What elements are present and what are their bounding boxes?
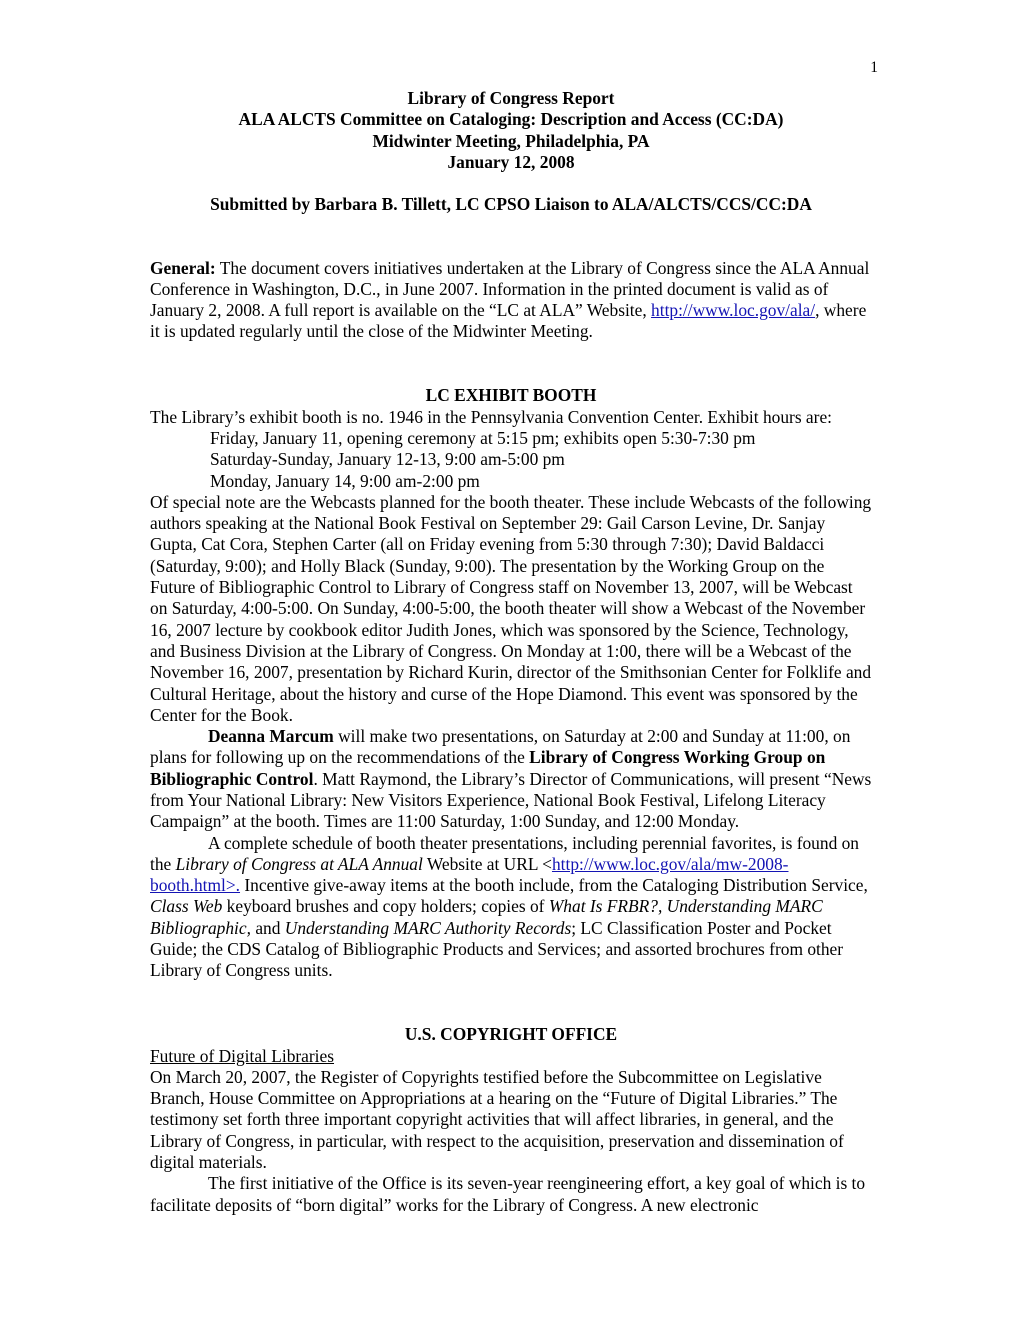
- lc-at-ala-link[interactable]: http://www.loc.gov/ala/: [651, 300, 816, 321]
- document-title-block: [150, 88, 872, 173]
- general-label: General:: [150, 257, 216, 278]
- document-content: [150, 88, 872, 1216]
- general-text-before-link: The document covers initiatives undertaken at the Library of Congress since the ALA Annual Conference in Washington, D.C., in June 2007. Information in the printed document is valid as of January 2, 2008. A full report is available on the “LC at ALA” Website,: [150, 257, 870, 321]
- marcum-text-2: . Matt Raymond, the Library’s Director of Communications, will present “News from Your National Library: New Visitors Experience, National Book Festival, Lifelong Literacy Campaign” at the booth. Times are 11:00 Saturday, 1:00 Sunday, and 12:00 Monday.: [150, 768, 872, 832]
- exhibit-booth-intro: The Library’s exhibit booth is no. 1946 in the Pennsylvania Convention Center. Exhibit hours are:: [150, 406, 832, 427]
- exhibit-hours-item: Friday, January 11, opening ceremony at 5:15 pm; exhibits open 5:30-7:30 pm: [210, 427, 756, 448]
- class-web-title: Class Web: [150, 896, 223, 917]
- schedule-text-1: A complete schedule of booth theater presentations, including perennial favorites, is found on the: [150, 832, 860, 874]
- future-of-digital-libraries-subheading: Future of Digital Libraries: [150, 1045, 335, 1066]
- future-of-digital-libraries-subheading-wrap: [150, 1046, 872, 1067]
- page-number: 1: [870, 59, 878, 76]
- lc-exhibit-booth-heading: LC EXHIBIT BOOTH: [425, 385, 597, 406]
- schedule-text-4: keyboard brushes and copy holders; copies of: [222, 896, 549, 917]
- spacer: [150, 343, 872, 386]
- spacer: [150, 215, 872, 258]
- general-paragraph: [150, 258, 872, 343]
- title-line-3: Midwinter Meeting, Philadelphia, PA: [372, 130, 650, 151]
- title-line-4: January 12, 2008: [447, 151, 575, 172]
- webcasts-paragraph: Of special note are the Webcasts planned for the booth theater. These include Webcasts of the following authors speaking at the National Book Festival on September 29: Gail Carson Levine, Dr. Sanjay Gupta, Cat Cora, Stephen Carter (all on Friday evening from 5:30 through 7:30); David Baldacci (Saturday, 9:00); and Holly Black (Sunday, 9:00). The presentation by the Working Group on the Future of Bibliographic Control to Library of Congress staff on November 13, 2007, will be Webcast on Saturday, 4:00-5:00. On Sunday, 4:00-5:00, the booth theater will show a Webcast of the November 16, 2007 lecture by cookbook editor Judith Jones, which was sponsored by the Science, Technology, and Business Division at the Library of Congress. On Monday at 1:00, there will be a Webcast of the November 16, 2007, presentation by Richard Kurin, director of the Smithsonian Center for Folklife and Cultural Heritage, about the history and curse of the Hope Diamond. This event was sponsored by the Center for the Book.: [150, 491, 872, 725]
- copyright-paragraph-2: The first initiative of the Office is its seven-year reengineering effort, a key goal of which is to facilitate deposits of “born digital” works for the Library of Congress. A new electronic: [150, 1173, 866, 1215]
- schedule-text-7: ; LC Classification Poster and Pocket Guide; the CDS Catalog of Bibliographic Products and Services; and assorted brochures from other Library of Congress units.: [150, 917, 844, 981]
- marcum-text-1: will make two presentations, on Saturday at 2:00 and Sunday at 11:00, on plans for following up on the recommendations of the: [150, 726, 851, 768]
- exhibit-hours-list: [150, 428, 872, 492]
- copyright-paragraph-1: On March 20, 2007, the Register of Copyrights testified before the Subcommittee on Legislative Branch, House Committee on Appropriations at a hearing on the “Future of Digital Libraries.” The testimony set forth three important copyright activities that will affect libraries, in general, and the Library of Congress, in particular, with respect to the acquisition, preservation and dissemination of digital materials.: [150, 1066, 844, 1173]
- spacer: [150, 982, 872, 1025]
- deanna-marcum-paragraph: [150, 726, 872, 832]
- submitted-by-line: Submitted by Barbara B. Tillett, LC CPSO Liaison to ALA/ALCTS/CCS/CC:DA: [210, 193, 812, 214]
- working-group-name: Library of Congress Working Group on Bibliographic Control: [150, 747, 826, 789]
- deanna-marcum-name: Deanna Marcum: [208, 726, 334, 747]
- lc-at-ala-annual-title: Library of Congress at ALA Annual: [175, 853, 423, 874]
- schedule-text-3: Incentive give-away items at the booth include, from the Cataloging Distribution Service,: [240, 875, 868, 896]
- schedule-text-2: Website at URL <: [422, 853, 552, 874]
- schedule-text-6: and: [250, 917, 285, 938]
- understanding-marc-bibliographic-title: Understanding MARC Bibliographic,: [150, 896, 823, 938]
- title-line-2: ALA ALCTS Committee on Cataloging: Description and Access (CC:DA): [238, 109, 784, 130]
- understanding-marc-authority-records-title: Understanding MARC Authority Records: [284, 917, 572, 938]
- exhibit-hours-item: Monday, January 14, 9:00 am-2:00 pm: [210, 470, 480, 491]
- booth-schedule-paragraph: [150, 833, 872, 982]
- us-copyright-office-heading: U.S. COPYRIGHT OFFICE: [404, 1024, 618, 1045]
- title-line-1: Library of Congress Report: [407, 88, 615, 108]
- what-is-frbr-title: What Is FRBR?,: [548, 896, 663, 917]
- mw-2008-booth-link[interactable]: http://www.loc.gov/ala/mw-2008-booth.html>.: [150, 853, 789, 896]
- exhibit-hours-item: Saturday-Sunday, January 12-13, 9:00 am-5:00 pm: [210, 449, 565, 470]
- general-text-after-link: , where it is updated regularly until the close of the Midwinter Meeting.: [150, 300, 867, 342]
